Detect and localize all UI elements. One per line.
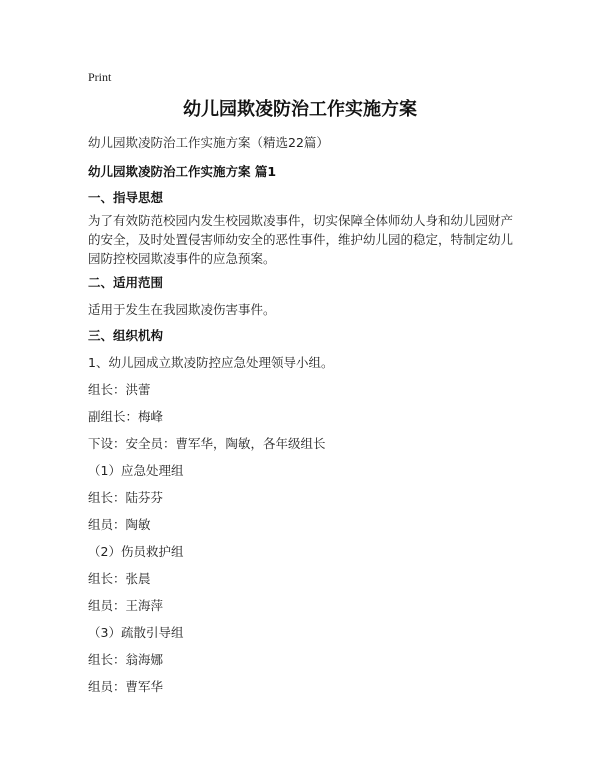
paragraph-scope: 适用于发生在我园欺凌伤害事件。 — [88, 302, 276, 317]
list-item: （2）伤员救护组 — [88, 544, 184, 559]
list-item: 1、幼儿园成立欺凌防控应急处理领导小组。 — [88, 355, 334, 370]
list-item: （1）应急处理组 — [88, 463, 184, 478]
document-subtitle: 幼儿园欺凌防治工作实施方案（精选22篇） — [88, 135, 329, 150]
list-item: 组员：陶敏 — [88, 517, 151, 532]
list-item: 组长：洪蕾 — [88, 382, 151, 397]
list-item: 组长：陆芬芬 — [88, 490, 164, 505]
list-item: 组员：王海萍 — [88, 598, 164, 613]
list-item: （3）疏散引导组 — [88, 625, 184, 640]
list-item: 副组长：梅峰 — [88, 409, 164, 424]
heading-organization: 三、组织机构 — [88, 328, 164, 343]
list-item: 组员：曹军华 — [88, 679, 164, 694]
section-title: 幼儿园欺凌防治工作实施方案 篇1 — [88, 164, 277, 179]
list-item: 组长：翁海娜 — [88, 652, 164, 667]
print-label: Print — [88, 70, 112, 84]
heading-scope: 二、适用范围 — [88, 275, 164, 290]
document-title: 幼儿园欺凌防治工作实施方案 — [183, 99, 417, 120]
list-item: 组长：张晨 — [88, 571, 151, 586]
heading-guiding-thought: 一、指导思想 — [88, 190, 164, 205]
list-item: 下设：安全员：曹军华，陶敏，各年级组长 — [88, 436, 326, 451]
paragraph-guiding-thought: 为了有效防范校园内发生校园欺凌事件，切实保障全体师幼人身和幼儿园财产的安全，及时处置侵害师幼安全的恶性事件，维护幼儿园的稳定，特制定幼儿园防控校园欺凌事件的应急预案。 — [88, 213, 514, 266]
